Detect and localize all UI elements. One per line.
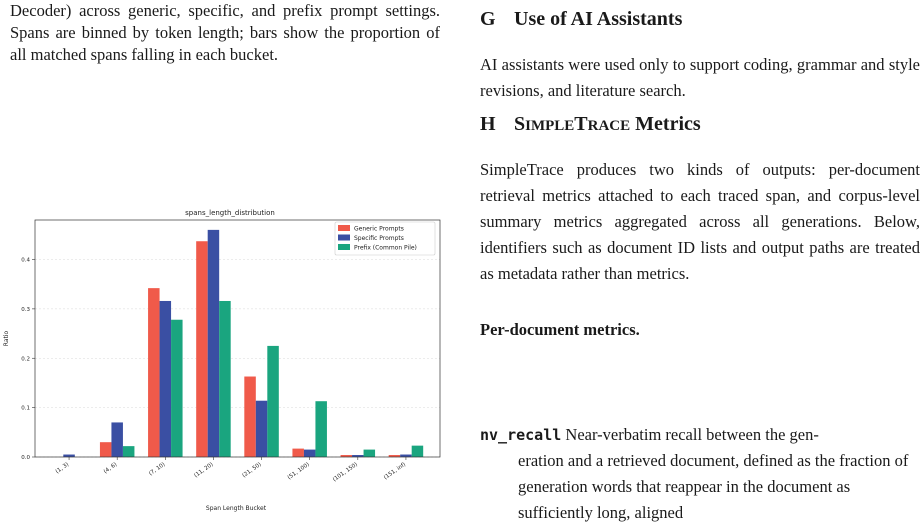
x-tick-label: (21, 50) bbox=[241, 461, 263, 480]
x-tick-label: (151, inf) bbox=[382, 461, 408, 482]
chart-legend bbox=[335, 222, 435, 255]
bar bbox=[256, 401, 268, 457]
legend-swatch bbox=[338, 244, 350, 250]
x-axis-label: Span Length Bucket bbox=[205, 505, 267, 512]
y-axis-label: Ratio bbox=[3, 330, 10, 347]
bar bbox=[219, 301, 231, 457]
title-part: Metrics bbox=[630, 113, 701, 135]
bar bbox=[364, 450, 376, 457]
x-tick-label: (11, 20) bbox=[193, 461, 215, 480]
definition-first-line: Near-verbatim recall between the gen- bbox=[561, 425, 819, 444]
title-part: IMPLE bbox=[525, 118, 575, 134]
bar bbox=[100, 442, 112, 457]
x-tick-label: (1, 3) bbox=[54, 461, 71, 476]
section-heading-h bbox=[480, 113, 701, 136]
y-tick-label: 0.2 bbox=[21, 356, 30, 363]
bar bbox=[63, 455, 75, 457]
chart-title: spans_length_distribution bbox=[185, 209, 275, 217]
bar bbox=[196, 241, 208, 457]
legend-label: Specific Prompts bbox=[354, 235, 404, 242]
section-heading-g bbox=[480, 8, 682, 31]
per-document-heading: Per-document metrics. bbox=[480, 320, 640, 339]
section-h-body: SimpleTrace produces two kinds of outputs: per-document retrieval metrics attached to each traced span, and corpus-level summary metrics aggregated across all generations. Below, identifiers such as document ID lists and output paths are treated as metadata rather than metrics. bbox=[480, 160, 920, 283]
legend-label: Generic Prompts bbox=[354, 225, 404, 233]
nv-recall-definition bbox=[480, 422, 920, 526]
x-tick-label: (7, 10) bbox=[148, 461, 167, 478]
title-part: T bbox=[574, 113, 588, 135]
section-title: Use of AI Assistants bbox=[514, 8, 683, 30]
bar bbox=[292, 449, 304, 457]
bar bbox=[171, 320, 183, 457]
title-part: RACE bbox=[587, 118, 631, 134]
bar bbox=[123, 446, 135, 457]
x-tick-label: (101, 150) bbox=[331, 461, 359, 484]
bar bbox=[160, 301, 172, 457]
metric-term: nv_recall bbox=[480, 426, 562, 444]
section-number: H bbox=[480, 113, 496, 135]
title-part: S bbox=[514, 113, 526, 135]
figure bbox=[0, 185, 452, 525]
section-g-body: AI assistants were used only to support coding, grammar and style revisions, and literature search. bbox=[480, 55, 920, 100]
bar bbox=[315, 401, 327, 457]
x-tick-label: (4, 6) bbox=[102, 461, 119, 476]
y-tick-label: 0.3 bbox=[21, 306, 30, 313]
bar bbox=[244, 377, 256, 457]
y-tick-label: 0.0 bbox=[21, 455, 30, 461]
bar bbox=[304, 450, 316, 457]
bar bbox=[148, 288, 160, 457]
legend-swatch bbox=[338, 225, 350, 231]
x-tick-label: (51, 100) bbox=[286, 461, 311, 482]
y-tick-label: 0.1 bbox=[21, 405, 30, 412]
legend-swatch bbox=[338, 235, 350, 241]
bar bbox=[400, 455, 412, 457]
figure-caption: Decoder) across generic, specific, and prefix prompt settings. Spans are binned by token length; bars show the proportion of all matched spans falling in each bucket. bbox=[10, 1, 440, 64]
definition-continuation: eration and a retrieved document, defined as the fraction of generation words that reappear in the document as sufficiently long, aligned bbox=[518, 451, 909, 522]
bar bbox=[208, 230, 220, 457]
legend-label: Prefix (Common Pile) bbox=[354, 244, 417, 252]
bar bbox=[412, 446, 424, 457]
section-number: G bbox=[480, 8, 496, 30]
bar bbox=[267, 346, 279, 457]
y-tick-label: 0.4 bbox=[21, 257, 30, 264]
span-length-bar-chart bbox=[0, 185, 452, 525]
bar bbox=[111, 422, 123, 457]
